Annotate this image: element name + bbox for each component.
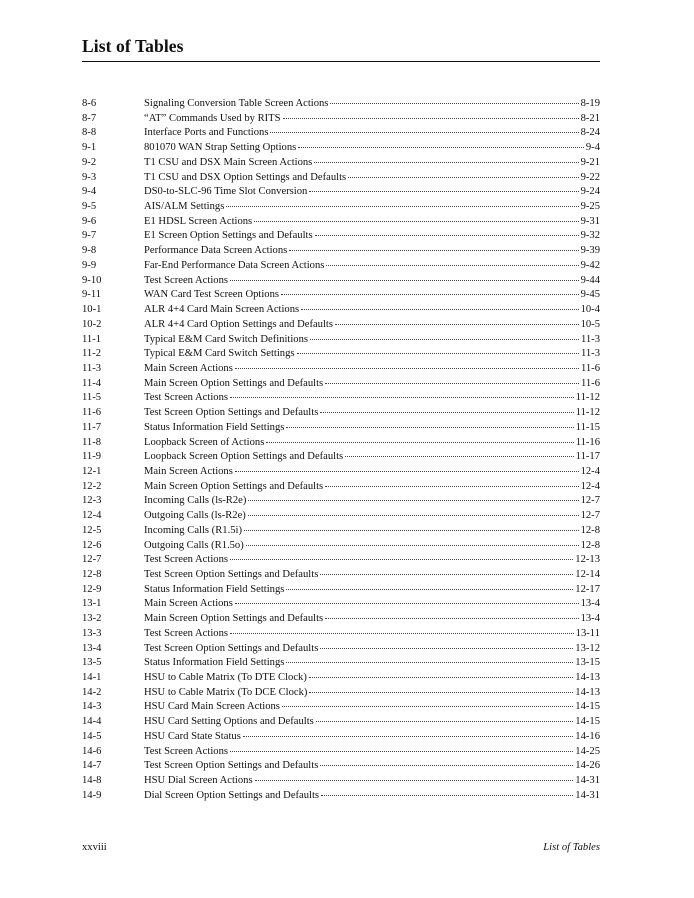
dot-leader (325, 383, 579, 384)
dot-leader (282, 706, 573, 707)
table-entry-title: WAN Card Test Screen Options (144, 289, 279, 301)
table-entry-title: Test Screen Actions (144, 627, 228, 639)
table-entry[interactable] (82, 494, 600, 509)
table-entry-title: ALR 4+4 Card Option Settings and Defaults (144, 318, 333, 330)
table-entry-page: 12-4 (580, 480, 600, 492)
dot-leader (255, 780, 574, 781)
table-entry-number: 12-4 (82, 510, 102, 522)
table-entry[interactable] (82, 656, 600, 671)
dot-leader (235, 603, 579, 604)
table-entry[interactable] (82, 759, 600, 774)
table-entry-number: 14-8 (82, 775, 102, 787)
table-entry[interactable] (82, 583, 600, 598)
table-entry[interactable] (82, 303, 600, 318)
table-entry-page: 12-7 (580, 510, 600, 522)
table-entry-number: 9-10 (82, 274, 102, 286)
footer-section-title: List of Tables (543, 842, 600, 853)
page-title: List of Tables (82, 36, 184, 56)
table-entry-number: 9-11 (82, 289, 102, 301)
table-entry[interactable] (82, 553, 600, 568)
table-entry[interactable] (82, 156, 600, 171)
table-entry-page: 9-22 (580, 171, 600, 183)
table-entry-title: E1 HDSL Screen Actions (144, 215, 253, 227)
table-entry[interactable] (82, 450, 600, 465)
table-entry[interactable] (82, 480, 600, 495)
table-entry[interactable] (82, 745, 600, 760)
table-entry[interactable] (82, 436, 600, 451)
table-entry-page: 13-4 (580, 613, 600, 625)
table-entry[interactable] (82, 539, 600, 554)
table-entry-page: 14-25 (575, 745, 600, 757)
table-entry-title: Test Screen Actions (144, 745, 228, 757)
table-entry-number: 8-6 (82, 98, 97, 109)
table-entry-number: 12-3 (82, 495, 102, 507)
table-entry-number: 9-5 (82, 201, 97, 213)
table-entry-title: “AT” Commands Used by RITS (144, 112, 281, 124)
dot-leader (230, 280, 579, 281)
table-entry[interactable] (82, 406, 600, 421)
dot-leader (320, 765, 573, 766)
table-entry[interactable] (82, 171, 600, 186)
table-entry-page: 12-17 (575, 583, 600, 595)
table-entry-number: 9-6 (82, 215, 97, 227)
table-entry-title: Status Information Field Settings (144, 421, 285, 433)
table-entry-number: 9-2 (82, 156, 97, 168)
dot-leader (244, 530, 579, 531)
table-entry-page: 13-15 (575, 657, 600, 669)
dot-leader (330, 103, 578, 104)
table-entry-title: T1 CSU and DSX Option Settings and Defaults (144, 171, 347, 183)
dot-leader (335, 324, 579, 325)
dot-leader (309, 191, 578, 192)
table-entry-number: 11-6 (82, 407, 102, 419)
table-entry-page: 12-8 (580, 524, 600, 536)
table-entry-page: 14-26 (575, 760, 600, 772)
table-entry-title: Main Screen Option Settings and Defaults (144, 613, 324, 625)
table-entry-page: 8-21 (580, 112, 600, 124)
table-entry-page: 11-12 (575, 392, 600, 404)
table-entry[interactable] (82, 259, 600, 274)
table-entry-number: 12-6 (82, 539, 102, 551)
table-entry[interactable] (82, 715, 600, 730)
table-entry-number: 11-3 (82, 362, 102, 374)
table-entry-title: Outgoing Calls (R1.5o) (144, 539, 244, 551)
table-entry-page: 12-8 (580, 539, 600, 551)
table-entry-number: 9-9 (82, 259, 97, 271)
table-entry-title: HSU Card Setting Options and Defaults (144, 716, 314, 728)
table-entry-title: Main Screen Actions (144, 465, 233, 477)
footer-page-number: xxviii (82, 842, 107, 853)
table-entry[interactable] (82, 509, 600, 524)
table-entry-number: 11-1 (82, 333, 102, 345)
table-entry-title: Incoming Calls (ls-R2e) (144, 495, 247, 507)
table-entry-title: E1 Screen Option Settings and Defaults (144, 230, 313, 242)
table-entry-title: Test Screen Actions (144, 392, 228, 404)
table-entry-number: 12-9 (82, 583, 102, 595)
table-entry-number: 8-7 (82, 112, 97, 124)
dot-leader (325, 486, 578, 487)
dot-leader (230, 633, 574, 634)
dot-leader (286, 662, 573, 663)
table-entry-number: 13-3 (82, 627, 102, 639)
dot-leader (254, 221, 578, 222)
table-entry-title: DS0-to-SLC-96 Time Slot Conversion (144, 186, 308, 198)
table-entry-number: 13-5 (82, 657, 102, 669)
table-entry-number: 9-3 (82, 171, 97, 183)
table-entry-page: 13-11 (575, 627, 600, 639)
table-entry-title: HSU Card State Status (144, 730, 241, 742)
table-entry-title: Dial Screen Option Settings and Defaults (144, 789, 320, 801)
table-entry-number: 10-1 (82, 304, 102, 316)
table-entry-page: 14-13 (575, 672, 600, 684)
dot-leader (226, 206, 578, 207)
table-entry-page: 11-12 (575, 407, 600, 419)
dot-leader (286, 589, 573, 590)
table-entry-title: HSU to Cable Matrix (To DTE Clock) (144, 672, 307, 684)
table-entry-number: 11-7 (82, 421, 102, 433)
table-entry-number: 14-9 (82, 789, 102, 801)
dot-leader (298, 147, 584, 148)
table-entry-page: 14-31 (575, 789, 600, 801)
table-entry-number: 8-8 (82, 127, 97, 139)
table-entry-title: Main Screen Actions (144, 362, 233, 374)
table-entry-number: 14-7 (82, 760, 102, 772)
table-entry-page: 12-14 (575, 569, 600, 580)
table-entry-title: Test Screen Option Settings and Defaults (144, 569, 319, 580)
table-entry-number: 11-9 (82, 451, 102, 463)
table-entry[interactable] (82, 465, 600, 480)
table-entry-title: AIS/ALM Settings (144, 201, 225, 213)
table-entry-page: 12-13 (575, 554, 600, 566)
dot-leader (326, 265, 578, 266)
dot-leader (348, 177, 578, 178)
table-entry-page: 9-31 (580, 215, 600, 227)
dot-leader (315, 235, 579, 236)
dot-leader (270, 132, 578, 133)
table-entry-number: 10-2 (82, 318, 102, 330)
table-entry[interactable] (82, 686, 600, 701)
table-entry[interactable] (82, 391, 600, 406)
table-entry[interactable] (82, 244, 600, 259)
table-entry[interactable] (82, 112, 600, 127)
dot-leader (235, 368, 579, 369)
table-entry-page: 9-42 (580, 259, 600, 271)
table-entry-page: 9-45 (580, 289, 600, 301)
table-entry[interactable] (82, 774, 600, 789)
dot-leader (248, 515, 579, 516)
dot-leader (316, 721, 574, 722)
table-entry[interactable] (82, 642, 600, 657)
table-entry-number: 13-2 (82, 613, 102, 625)
table-entry-title: Status Information Field Settings (144, 657, 285, 669)
table-entry-title: Test Screen Option Settings and Defaults (144, 407, 319, 419)
dot-leader (286, 427, 573, 428)
table-entry-page: 13-4 (580, 598, 600, 610)
table-entry-title: HSU Dial Screen Actions (144, 775, 253, 787)
dot-leader (289, 250, 578, 251)
dot-leader (283, 118, 579, 119)
table-entry[interactable] (82, 126, 600, 141)
table-entry-title: Test Screen Option Settings and Defaults (144, 642, 319, 654)
dot-leader (314, 162, 578, 163)
table-entry-number: 12-7 (82, 554, 102, 566)
table-entry-page: 9-4 (585, 142, 600, 154)
table-entry-page: 8-24 (580, 127, 600, 139)
dot-leader (320, 412, 573, 413)
dot-leader (230, 751, 573, 752)
table-entry-page: 14-15 (575, 716, 600, 728)
table-entry-page: 9-21 (580, 156, 600, 168)
table-entry-page: 14-13 (575, 686, 600, 698)
table-entry-number: 14-1 (82, 672, 102, 684)
table-entry-number: 12-8 (82, 569, 102, 580)
table-entry[interactable] (82, 627, 600, 642)
table-entry-title: Far-End Performance Data Screen Actions (144, 259, 325, 271)
table-entry-title: Typical E&M Card Switch Settings (144, 348, 295, 360)
table-entry-number: 14-2 (82, 686, 102, 698)
dot-leader (230, 397, 574, 398)
table-entry[interactable] (82, 288, 600, 303)
table-entry-number: 9-7 (82, 230, 97, 242)
table-entry[interactable] (82, 524, 600, 539)
table-entry-page: 11-3 (580, 333, 600, 345)
table-entry-title: Test Screen Option Settings and Defaults (144, 760, 319, 772)
table-entry-number: 9-1 (82, 142, 97, 154)
table-entry[interactable] (82, 700, 600, 715)
table-entry-number: 9-4 (82, 186, 97, 198)
table-entry-title: Typical E&M Card Switch Definitions (144, 333, 309, 345)
table-entry[interactable] (82, 215, 600, 230)
table-entry[interactable] (82, 200, 600, 215)
title-rule (82, 61, 600, 62)
table-entry[interactable] (82, 229, 600, 244)
dot-leader (246, 545, 579, 546)
table-entry-title: 801070 WAN Strap Setting Options (144, 142, 297, 154)
table-entry-page: 9-39 (580, 245, 600, 257)
table-entry-title: Main Screen Option Settings and Defaults (144, 480, 324, 492)
table-entry[interactable] (82, 730, 600, 745)
table-entry-page: 10-4 (580, 304, 600, 316)
table-entry-title: Main Screen Actions (144, 598, 233, 610)
table-entry-title: Signaling Conversion Table Screen Actions (144, 98, 329, 109)
table-entry-number: 11-5 (82, 392, 102, 404)
table-entry-page: 11-6 (580, 362, 600, 374)
table-entry[interactable] (82, 141, 600, 156)
dot-leader (230, 559, 573, 560)
dot-leader (266, 442, 573, 443)
table-entry[interactable] (82, 377, 600, 392)
table-entry-number: 12-1 (82, 465, 102, 477)
dot-leader (320, 574, 573, 575)
table-entry-title: ALR 4+4 Card Main Screen Actions (144, 304, 300, 316)
table-entry-page: 11-16 (575, 436, 600, 448)
table-entry-page: 10-5 (580, 318, 600, 330)
table-entry-page: 14-31 (575, 775, 600, 787)
table-entry-number: 12-2 (82, 480, 102, 492)
table-entry-title: Test Screen Actions (144, 274, 228, 286)
table-entry[interactable] (82, 362, 600, 377)
table-entry-page: 11-15 (575, 421, 600, 433)
table-entry-title: Performance Data Screen Actions (144, 245, 288, 257)
table-entry-title: Loopback Screen of Actions (144, 436, 265, 448)
table-entry-title: Loopback Screen Option Settings and Defaults (144, 451, 344, 463)
table-entry-number: 13-1 (82, 598, 102, 610)
table-entry[interactable] (82, 421, 600, 436)
dot-leader (248, 500, 578, 501)
table-entry[interactable] (82, 568, 600, 583)
table-entry[interactable] (82, 347, 600, 362)
table-entry[interactable] (82, 789, 600, 804)
table-entry-number: 9-8 (82, 245, 97, 257)
table-entry[interactable] (82, 97, 600, 112)
dot-leader (235, 471, 579, 472)
dot-leader (309, 692, 573, 693)
table-entry-title: HSU to Cable Matrix (To DCE Clock) (144, 686, 308, 698)
table-entry-title: HSU Card Main Screen Actions (144, 701, 280, 713)
table-entry-page: 12-7 (580, 495, 600, 507)
table-entry-number: 11-8 (82, 436, 102, 448)
table-entry-number: 14-5 (82, 730, 102, 742)
table-entry-number: 14-4 (82, 716, 102, 728)
table-entry-page: 11-17 (575, 451, 600, 463)
table-entry[interactable] (82, 318, 600, 333)
table-entry-page: 12-4 (580, 465, 600, 477)
table-entry-page: 9-32 (580, 230, 600, 242)
table-entry-title: Status Information Field Settings (144, 583, 285, 595)
table-entry-number: 11-4 (82, 377, 102, 389)
table-entry-page: 9-25 (580, 201, 600, 213)
table-entry-page: 13-12 (575, 642, 600, 654)
dot-leader (281, 294, 579, 295)
dot-leader (320, 648, 573, 649)
dot-leader (297, 353, 579, 354)
table-entry-title: T1 CSU and DSX Main Screen Actions (144, 156, 313, 168)
table-entry-title: Test Screen Actions (144, 554, 228, 566)
table-entry[interactable] (82, 671, 600, 686)
table-entry-page: 9-44 (580, 274, 600, 286)
table-entry-number: 14-6 (82, 745, 102, 757)
dot-leader (310, 339, 579, 340)
table-entry-page: 11-3 (580, 348, 600, 360)
table-entry-page: 9-24 (580, 186, 600, 198)
table-entry[interactable] (82, 333, 600, 348)
dot-leader (325, 618, 578, 619)
table-list (82, 97, 600, 804)
dot-leader (345, 456, 573, 457)
table-entry-title: Outgoing Calls (ls-R2e) (144, 510, 246, 522)
table-entry-title: Incoming Calls (R1.5i) (144, 524, 242, 536)
table-entry[interactable] (82, 185, 600, 200)
dot-leader (321, 795, 573, 796)
dot-leader (243, 736, 573, 737)
table-entry-page: 14-16 (575, 730, 600, 742)
table-entry[interactable] (82, 597, 600, 612)
table-entry-page: 8-19 (580, 98, 600, 109)
table-entry-number: 14-3 (82, 701, 102, 713)
table-entry-page: 11-6 (580, 377, 600, 389)
dot-leader (309, 677, 573, 678)
table-entry-page: 14-15 (575, 701, 600, 713)
table-entry-number: 12-5 (82, 524, 102, 536)
table-entry[interactable] (82, 274, 600, 289)
table-entry-number: 13-4 (82, 642, 102, 654)
dot-leader (301, 309, 578, 310)
table-entry-number: 11-2 (82, 348, 102, 360)
table-entry-title: Main Screen Option Settings and Defaults (144, 377, 324, 389)
table-entry-title: Interface Ports and Functions (144, 127, 269, 139)
table-entry[interactable] (82, 612, 600, 627)
